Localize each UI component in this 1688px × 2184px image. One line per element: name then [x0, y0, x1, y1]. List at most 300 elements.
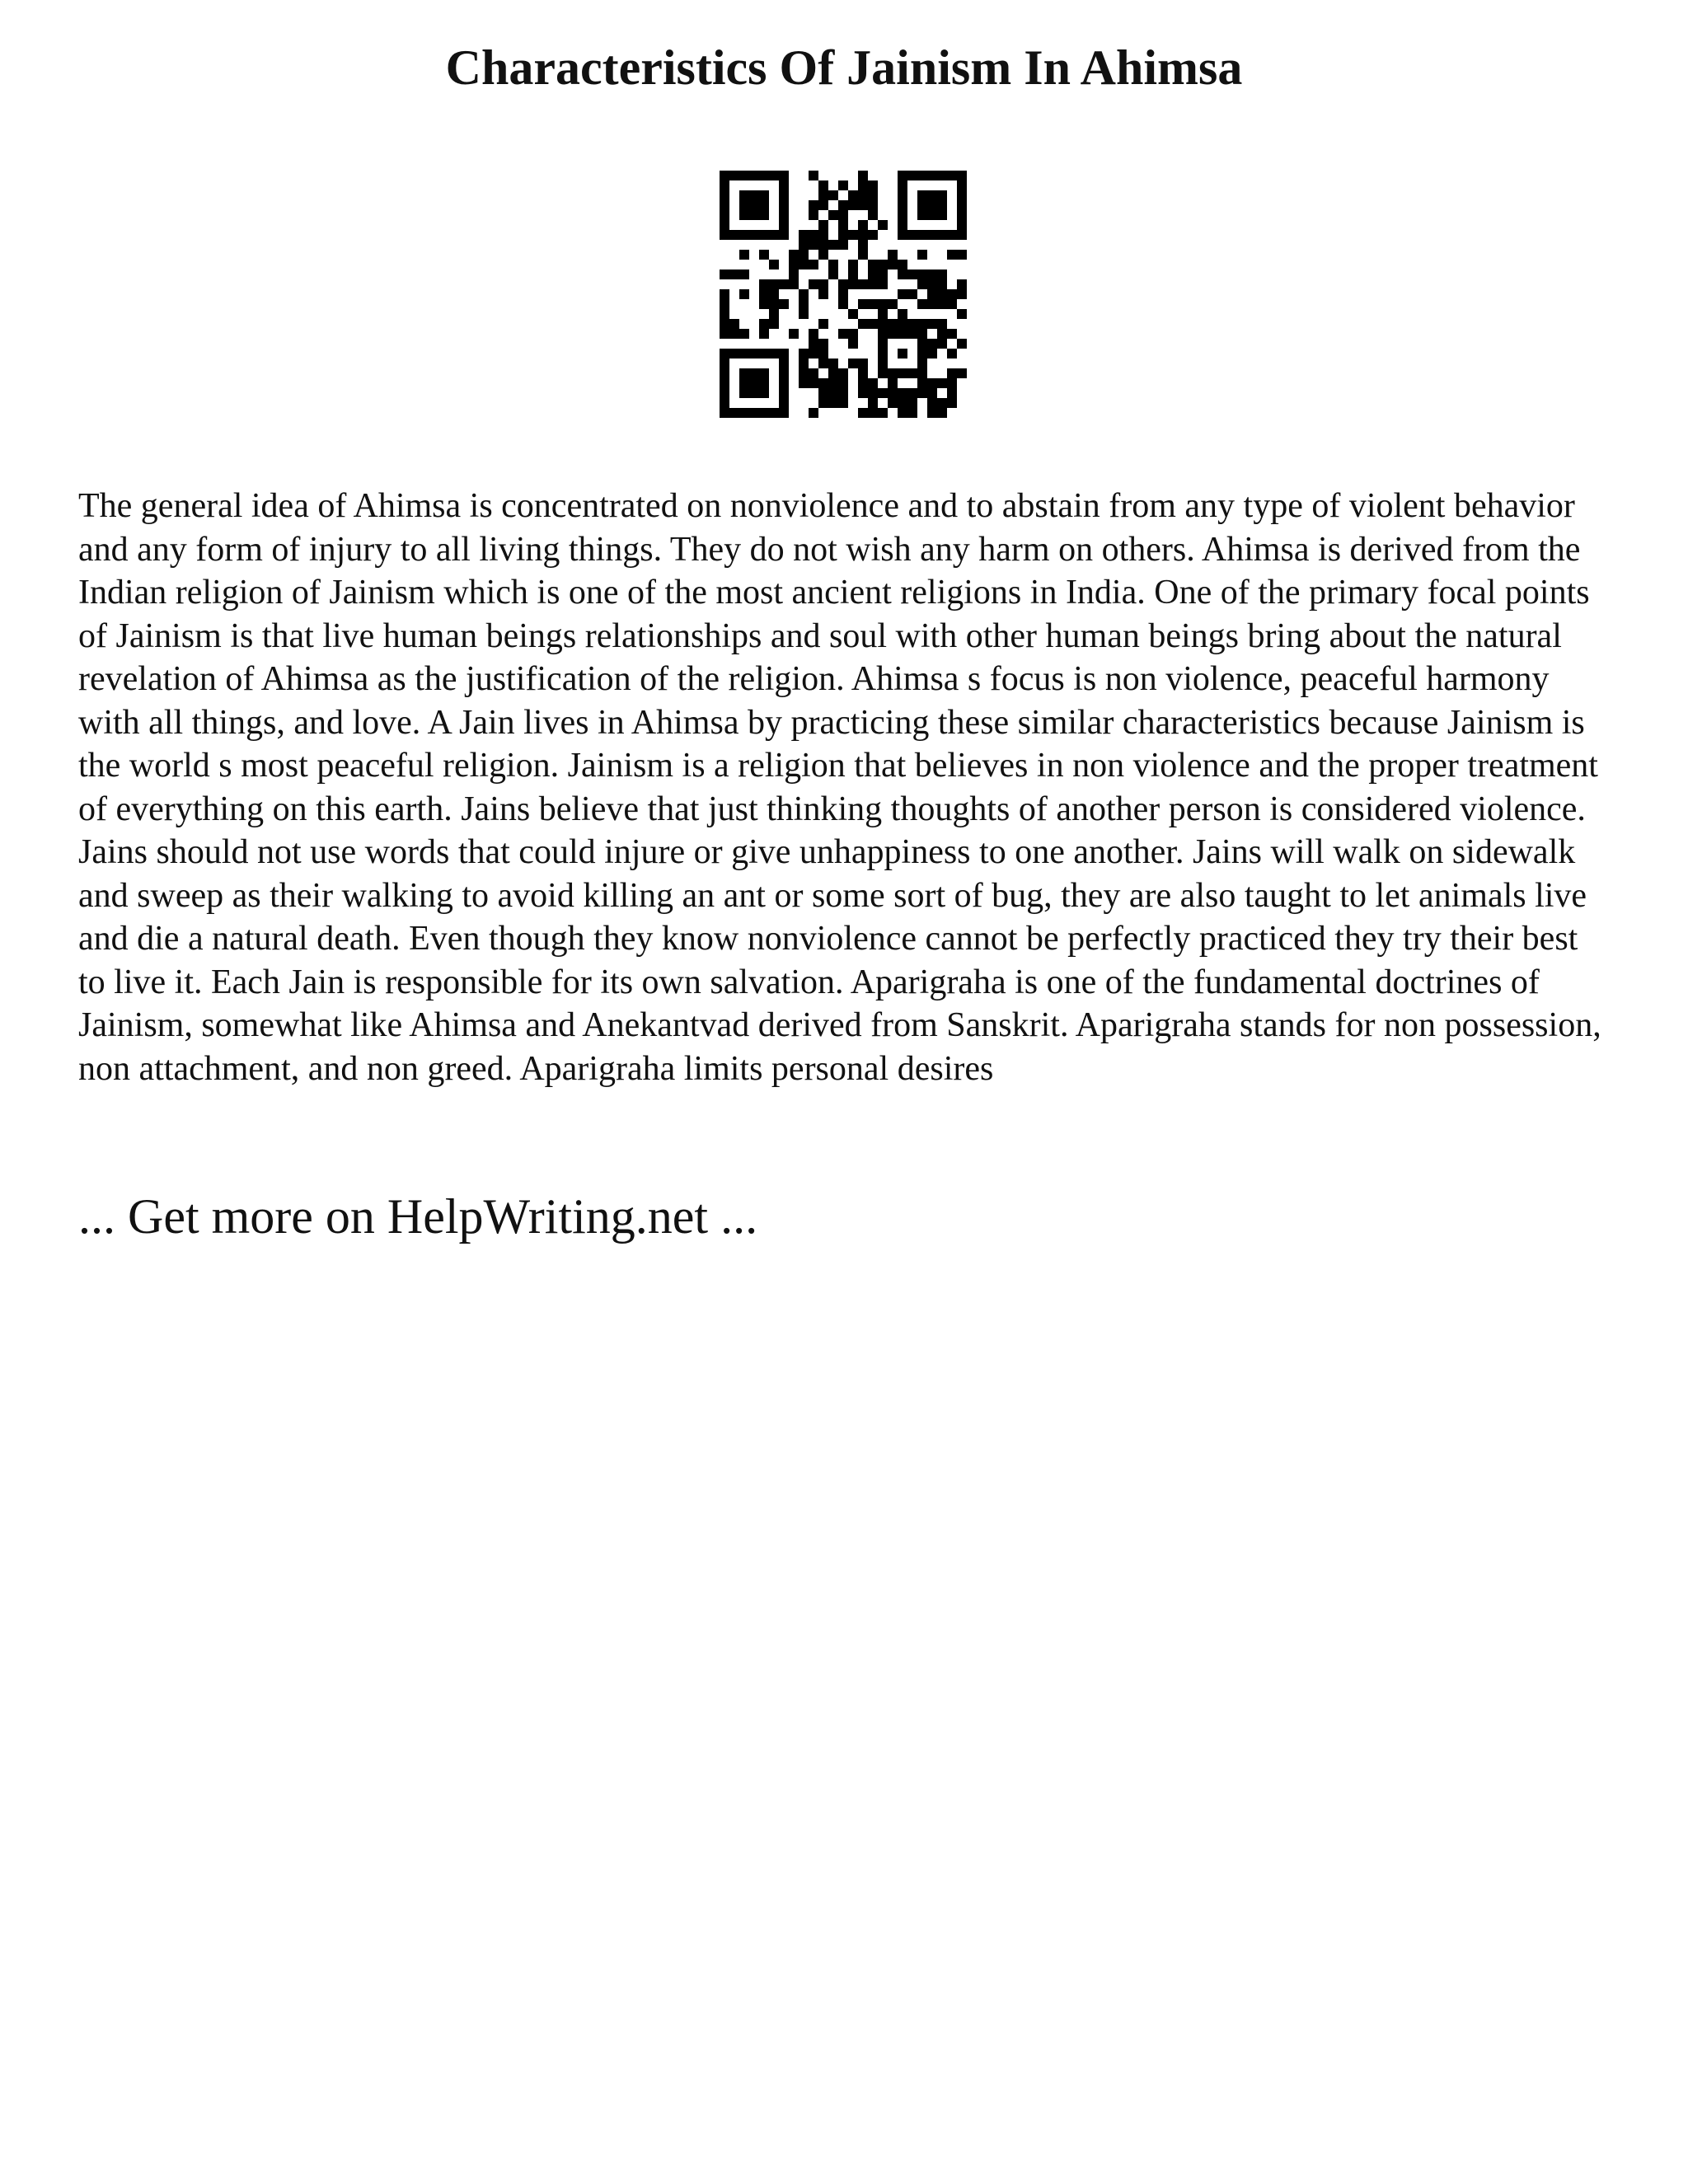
qr-module	[809, 230, 818, 240]
qr-module	[907, 368, 917, 378]
qr-module	[729, 329, 739, 339]
qr-module	[957, 190, 967, 200]
qr-module	[937, 269, 947, 279]
qr-module	[868, 408, 878, 418]
qr-module	[917, 279, 927, 289]
qr-module	[878, 220, 888, 230]
qr-module	[858, 388, 868, 398]
qr-module	[720, 319, 729, 329]
qr-module	[739, 388, 749, 398]
qr-module	[898, 190, 907, 200]
qr-module	[937, 378, 947, 388]
qr-module	[720, 299, 729, 309]
qr-module	[957, 368, 967, 378]
qr-module	[957, 279, 967, 289]
qr-module	[858, 279, 868, 289]
qr-module	[828, 388, 838, 398]
qr-module	[789, 329, 799, 339]
qr-module	[828, 240, 838, 250]
qr-module	[858, 299, 868, 309]
qr-module	[749, 210, 759, 220]
qr-module	[818, 349, 828, 359]
qr-module	[868, 269, 878, 279]
qr-module	[898, 260, 907, 269]
qr-module	[720, 190, 729, 200]
qr-module	[739, 190, 749, 200]
qr-module	[739, 250, 749, 260]
qr-module	[769, 349, 779, 359]
qr-module	[957, 339, 967, 349]
qr-module	[809, 408, 818, 418]
qr-module	[749, 368, 759, 378]
qr-module	[957, 210, 967, 220]
qr-module	[720, 388, 729, 398]
qr-module	[888, 250, 898, 260]
qr-module	[878, 299, 888, 309]
qr-module	[888, 378, 898, 388]
qr-module	[927, 398, 937, 408]
qr-module	[818, 359, 828, 368]
qr-module	[749, 230, 759, 240]
qr-module	[957, 171, 967, 180]
qr-module	[937, 319, 947, 329]
qr-module	[779, 200, 789, 210]
qr-module	[917, 200, 927, 210]
qr-module	[818, 279, 828, 289]
qr-module	[898, 200, 907, 210]
qr-module	[759, 190, 769, 200]
qr-module	[720, 378, 729, 388]
qr-module	[838, 368, 848, 378]
qr-module	[799, 299, 809, 309]
qr-module	[789, 279, 799, 289]
qr-module	[898, 398, 907, 408]
qr-module	[749, 200, 759, 210]
qr-module	[878, 339, 888, 349]
qr-module	[779, 368, 789, 378]
qr-module	[858, 230, 868, 240]
qr-module	[720, 329, 729, 339]
qr-module	[868, 398, 878, 408]
qr-module	[838, 180, 848, 190]
qr-module	[779, 408, 789, 418]
qr-module	[937, 200, 947, 210]
qr-module	[759, 378, 769, 388]
qr-module	[769, 408, 779, 418]
qr-module	[858, 359, 868, 368]
qr-module	[799, 309, 809, 319]
qr-module	[838, 378, 848, 388]
qr-module	[818, 230, 828, 240]
qr-module	[779, 171, 789, 180]
get-more-link[interactable]: ... Get more on HelpWriting.net ...	[78, 1189, 758, 1244]
qr-module	[779, 359, 789, 368]
qr-module	[888, 329, 898, 339]
qr-module	[957, 289, 967, 299]
qr-module	[937, 329, 947, 339]
qr-module	[759, 279, 769, 289]
qr-module	[947, 299, 957, 309]
qr-module	[898, 329, 907, 339]
qr-module	[947, 349, 957, 359]
qr-module	[759, 289, 769, 299]
qr-module	[937, 398, 947, 408]
qr-module	[927, 349, 937, 359]
qr-module	[917, 368, 927, 378]
qr-module	[907, 171, 917, 180]
qr-module	[809, 339, 818, 349]
qr-module	[947, 378, 957, 388]
qr-module	[947, 398, 957, 408]
qr-module	[749, 388, 759, 398]
qr-module	[789, 260, 799, 269]
qr-module	[759, 408, 769, 418]
qr-module	[818, 220, 828, 230]
qr-module	[927, 230, 937, 240]
qr-module	[749, 190, 759, 200]
qr-module	[848, 230, 858, 240]
qr-module	[779, 230, 789, 240]
qr-module	[927, 269, 937, 279]
qr-module	[838, 220, 848, 230]
qr-module	[769, 309, 779, 319]
qr-module	[838, 289, 848, 299]
qr-module	[858, 200, 868, 210]
qr-module	[799, 289, 809, 299]
qr-module	[917, 250, 927, 260]
qr-module	[779, 220, 789, 230]
qr-module	[838, 279, 848, 289]
qr-module	[720, 368, 729, 378]
qr-module	[937, 279, 947, 289]
qr-module	[809, 368, 818, 378]
qr-module	[907, 319, 917, 329]
qr-module	[739, 200, 749, 210]
qr-module	[917, 299, 927, 309]
qr-module	[848, 309, 858, 319]
qr-module	[779, 388, 789, 398]
qr-module	[957, 180, 967, 190]
qr-module	[917, 269, 927, 279]
qr-module	[838, 210, 848, 220]
qr-module	[779, 398, 789, 408]
qr-module	[898, 408, 907, 418]
qr-module	[749, 349, 759, 359]
qr-module	[809, 171, 818, 180]
qr-module	[809, 349, 818, 359]
qr-module	[749, 378, 759, 388]
qr-module	[720, 289, 729, 299]
qr-module	[898, 349, 907, 359]
qr-module	[739, 378, 749, 388]
qr-module	[858, 319, 868, 329]
qr-module	[888, 299, 898, 309]
qr-module	[937, 190, 947, 200]
qr-module	[947, 171, 957, 180]
qr-module	[888, 319, 898, 329]
qr-module	[947, 250, 957, 260]
qr-module	[878, 349, 888, 359]
qr-module	[937, 171, 947, 180]
qr-module	[888, 260, 898, 269]
qr-module	[937, 299, 947, 309]
qr-module	[838, 388, 848, 398]
essay-body: The general idea of Ahimsa is concentrated on nonviolence and to abstain from any type of violent behavior and any form of injury to all living things. They do not wish any harm on others. Ahimsa is derived from the Indian religion of Jainism which is one of the most ancient religions in India. One of the primary focal points of Jainism is that live human beings relationships and soul with other human beings bring about the natural revelation of Ahimsa as the justification of the religion. Ahimsa s focus is non violence, peaceful harmony with all things, and love. A Jain lives in Ahimsa by practicing these similar characteristics because Jainism is the world s most peaceful religion. Jainism is a religion that believes in non violence and the proper treatment of everything on this earth. Jains believe that just thinking thoughts of another person is considered violence. Jains should not use words that could injure or give unhappiness to one another. Jains will walk on sidewalk and sweep as their walking to avoid killing an ant or some sort of bug, they are also taught to let animals live and die a natural death. Even though they know nonviolence cannot be perfectly practiced they try their best to live it. Each Jain is responsible for its own salvation. Aparigraha is one of the fundamental doctrines of Jainism, somewhat like Ahimsa and Anekantvad derived from Sanskrit. Aparigraha stands for non possession, non attachment, and non greed. Aparigraha limits personal desires	[78, 487, 1601, 1088]
qr-module	[799, 250, 809, 260]
qr-module	[838, 299, 848, 309]
qr-module	[729, 408, 739, 418]
qr-module	[927, 299, 937, 309]
qr-module	[779, 349, 789, 359]
qr-module	[907, 388, 917, 398]
qr-module	[779, 378, 789, 388]
qr-module	[759, 319, 769, 329]
qr-module	[720, 398, 729, 408]
qr-module	[858, 250, 868, 260]
qr-module	[828, 269, 838, 279]
qr-module	[868, 319, 878, 329]
qr-module	[799, 230, 809, 240]
qr-module	[729, 230, 739, 240]
qr-module	[848, 359, 858, 368]
qr-module	[898, 230, 907, 240]
qr-module	[828, 378, 838, 388]
qr-module	[927, 388, 937, 398]
qr-module	[898, 210, 907, 220]
qr-module	[858, 378, 868, 388]
qr-module	[828, 368, 838, 378]
qr-module	[878, 329, 888, 339]
qr-module	[927, 339, 937, 349]
qr-module	[907, 230, 917, 240]
qr-module	[729, 171, 739, 180]
qr-module	[937, 339, 947, 349]
qr-module	[937, 289, 947, 299]
qr-module	[947, 230, 957, 240]
qr-module	[858, 180, 868, 190]
qr-module	[907, 398, 917, 408]
qr-module	[759, 210, 769, 220]
qr-module	[739, 269, 749, 279]
qr-module	[759, 349, 769, 359]
qr-module	[818, 289, 828, 299]
qr-module	[720, 200, 729, 210]
qr-module	[858, 240, 868, 250]
qr-module	[917, 319, 927, 329]
qr-module	[888, 388, 898, 398]
qr-module	[729, 269, 739, 279]
qr-module	[739, 368, 749, 378]
qr-module	[947, 289, 957, 299]
qr-module	[809, 329, 818, 339]
qr-module	[828, 398, 838, 408]
qr-module	[878, 368, 888, 378]
qr-module	[799, 359, 809, 368]
qr-module	[917, 329, 927, 339]
qr-module	[828, 210, 838, 220]
qr-module	[749, 408, 759, 418]
qr-module	[720, 359, 729, 368]
qr-module	[927, 319, 937, 329]
qr-module	[818, 180, 828, 190]
qr-module	[907, 269, 917, 279]
qr-module	[779, 210, 789, 220]
qr-module	[927, 279, 937, 289]
qr-module	[927, 171, 937, 180]
qr-module	[907, 408, 917, 418]
qr-module	[759, 250, 769, 260]
qr-module	[720, 269, 729, 279]
qr-module	[878, 359, 888, 368]
qr-module	[739, 349, 749, 359]
qr-module	[937, 210, 947, 220]
qr-module	[878, 269, 888, 279]
qr-module	[720, 349, 729, 359]
qr-module	[858, 368, 868, 378]
qr-module	[818, 339, 828, 349]
qr-module	[917, 190, 927, 200]
qr-module	[769, 279, 779, 289]
qr-module	[838, 398, 848, 408]
qr-module	[779, 190, 789, 200]
qr-module	[799, 378, 809, 388]
qr-module	[898, 171, 907, 180]
qr-module	[878, 408, 888, 418]
qr-module	[729, 349, 739, 359]
qr-module	[868, 299, 878, 309]
qr-module	[907, 289, 917, 299]
qr-module	[868, 200, 878, 210]
qr-module	[917, 359, 927, 368]
qr-module	[729, 319, 739, 329]
qr-module	[848, 200, 858, 210]
qr-module	[759, 299, 769, 309]
qr-module	[739, 171, 749, 180]
qr-module	[898, 319, 907, 329]
qr-module	[878, 388, 888, 398]
qr-module	[898, 309, 907, 319]
qr-module	[927, 289, 937, 299]
qr-module	[848, 260, 858, 269]
qr-code-graphic	[720, 171, 967, 418]
page-title: Characteristics Of Jainism In Ahimsa	[445, 40, 1243, 95]
qr-module	[779, 279, 789, 289]
qr-module	[957, 309, 967, 319]
qr-module	[759, 388, 769, 398]
qr-code-icon	[720, 171, 967, 418]
qr-module	[720, 309, 729, 319]
qr-module	[907, 329, 917, 339]
qr-module	[799, 260, 809, 269]
qr-module	[917, 230, 927, 240]
qr-module	[858, 171, 868, 180]
qr-module	[809, 279, 818, 289]
qr-module	[720, 210, 729, 220]
qr-module	[759, 230, 769, 240]
qr-module	[769, 299, 779, 309]
qr-module	[927, 190, 937, 200]
qr-module	[799, 349, 809, 359]
qr-module	[769, 171, 779, 180]
qr-module	[917, 349, 927, 359]
qr-module	[828, 190, 838, 200]
qr-module	[868, 279, 878, 289]
qr-module	[917, 210, 927, 220]
qr-module	[937, 230, 947, 240]
qr-module	[917, 171, 927, 180]
qr-module	[818, 240, 828, 250]
qr-module	[799, 240, 809, 250]
qr-module	[878, 309, 888, 319]
qr-module	[759, 368, 769, 378]
qr-module	[947, 329, 957, 339]
qr-module	[789, 269, 799, 279]
qr-module	[957, 250, 967, 260]
qr-module	[809, 200, 818, 210]
qr-module	[818, 388, 828, 398]
qr-module	[759, 200, 769, 210]
qr-module	[759, 329, 769, 339]
qr-module	[739, 230, 749, 240]
qr-module	[868, 180, 878, 190]
qr-module	[858, 190, 868, 200]
qr-module	[957, 220, 967, 230]
qr-module	[927, 200, 937, 210]
qr-module	[848, 279, 858, 289]
qr-module	[818, 250, 828, 260]
qr-module	[868, 190, 878, 200]
qr-module	[947, 388, 957, 398]
qr-module	[917, 339, 927, 349]
qr-module	[927, 378, 937, 388]
qr-module	[739, 210, 749, 220]
qr-module	[868, 388, 878, 398]
qr-module	[769, 319, 779, 329]
qr-module	[769, 289, 779, 299]
qr-module	[927, 408, 937, 418]
qr-module	[818, 190, 828, 200]
qr-module	[898, 180, 907, 190]
qr-module	[809, 378, 818, 388]
qr-module	[858, 220, 868, 230]
qr-module	[720, 180, 729, 190]
qr-module	[868, 260, 878, 269]
qr-module	[957, 230, 967, 240]
qr-module	[848, 329, 858, 339]
qr-module	[720, 220, 729, 230]
qr-module	[898, 269, 907, 279]
qr-module	[720, 408, 729, 418]
qr-module	[759, 171, 769, 180]
qr-module	[898, 220, 907, 230]
qr-module	[779, 180, 789, 190]
qr-module	[769, 260, 779, 269]
qr-module	[957, 200, 967, 210]
qr-module	[739, 329, 749, 339]
qr-module	[898, 388, 907, 398]
qr-module	[779, 299, 789, 309]
qr-module	[848, 339, 858, 349]
qr-module	[818, 319, 828, 329]
qr-module	[838, 329, 848, 339]
qr-module	[848, 190, 858, 200]
qr-module	[739, 408, 749, 418]
qr-module	[898, 368, 907, 378]
qr-module	[838, 200, 848, 210]
qr-module	[720, 171, 729, 180]
qr-module	[888, 368, 898, 378]
qr-module	[739, 289, 749, 299]
